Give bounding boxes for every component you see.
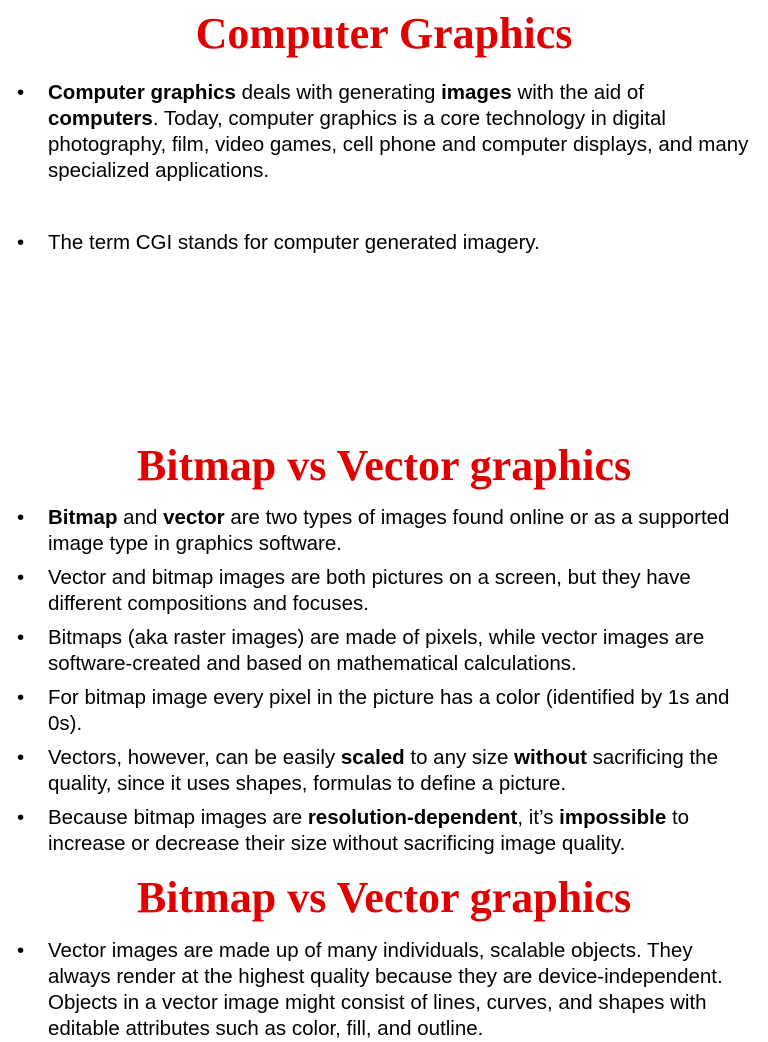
slide-title: Bitmap vs Vector graphics [136, 873, 632, 922]
bullet-text: Because bitmap images are [48, 806, 308, 829]
bold-term: images [441, 81, 512, 104]
bullet-icon: • [17, 806, 25, 829]
slide-bitmap-vs-vector-continued [0, 872, 768, 1042]
bullet-list [0, 80, 768, 256]
bullet-item [0, 625, 768, 677]
bullet-item [0, 80, 768, 184]
bullet-item [0, 230, 768, 256]
bullet-text: deals with generating [235, 81, 442, 104]
bullet-item [0, 505, 768, 557]
bullet-item [0, 745, 768, 797]
bold-term: Computer graphics [48, 81, 236, 104]
bullet-text: , it’s [517, 806, 560, 829]
slide-computer-graphics [0, 8, 768, 256]
bullet-icon: • [17, 566, 25, 589]
bullet-text: are two types of images found online or as a supported image type in graphics software. [48, 506, 730, 555]
bullet-text: sacrificing the quality, since it uses shapes, formulas to define a picture. [48, 746, 718, 795]
bullet-text: Vector and bitmap images are both pictures on a screen, but they have different compositions and focuses. [48, 566, 691, 615]
bold-term: resolution-dependent [307, 806, 518, 829]
slide-title: Bitmap vs Vector graphics [136, 441, 632, 490]
bullet-text: Vector images are made up of many individuals, scalable objects. They always render at the highest quality because they are device-independent. Objects in a vector image might consist of lines, curves, and shapes with editable attributes such as color, fill, and outline. [48, 939, 723, 1040]
bullet-icon: • [17, 686, 25, 709]
bullet-list [0, 505, 768, 857]
bold-term: impossible [559, 806, 667, 829]
bullet-icon: • [17, 626, 25, 649]
bold-term: scaled [340, 746, 405, 769]
bold-term: without [514, 746, 587, 769]
bullet-text: . Today, computer graphics is a core technology in digital photography, film, video games, cell phone and computer displays, and many specialized applications. [48, 107, 749, 182]
bullet-item [0, 938, 768, 1042]
bullet-icon: • [17, 746, 25, 769]
bullet-text: with the aid of [511, 81, 644, 104]
bullet-icon: • [17, 506, 25, 529]
bullet-text: to any size [404, 746, 515, 769]
bullet-text: For bitmap image every pixel in the picture has a color (identified by 1s and 0s). [48, 686, 730, 735]
bold-term: Bitmap [48, 506, 118, 529]
bullet-icon: • [17, 939, 25, 962]
bullet-icon: • [17, 81, 25, 104]
bullet-text: to increase or decrease their size without sacrificing image quality. [48, 806, 690, 855]
slide-bitmap-vs-vector [0, 440, 768, 865]
bullet-text: Bitmaps (aka raster images) are made of pixels, while vector images are software-created and based on mathematical calculations. [48, 626, 705, 675]
bold-term: vector [163, 506, 225, 529]
bullet-text: and [117, 506, 164, 529]
bullet-list [0, 938, 768, 1042]
bullet-text: The term CGI stands for computer generated imagery. [48, 231, 540, 254]
slide-title: Computer Graphics [195, 9, 573, 58]
bullet-icon: • [17, 231, 25, 254]
bullet-item [0, 565, 768, 617]
bullet-item [0, 805, 768, 857]
bold-term: computers [48, 107, 153, 130]
bullet-item [0, 685, 768, 737]
bullet-text: Vectors, however, can be easily [48, 746, 341, 769]
